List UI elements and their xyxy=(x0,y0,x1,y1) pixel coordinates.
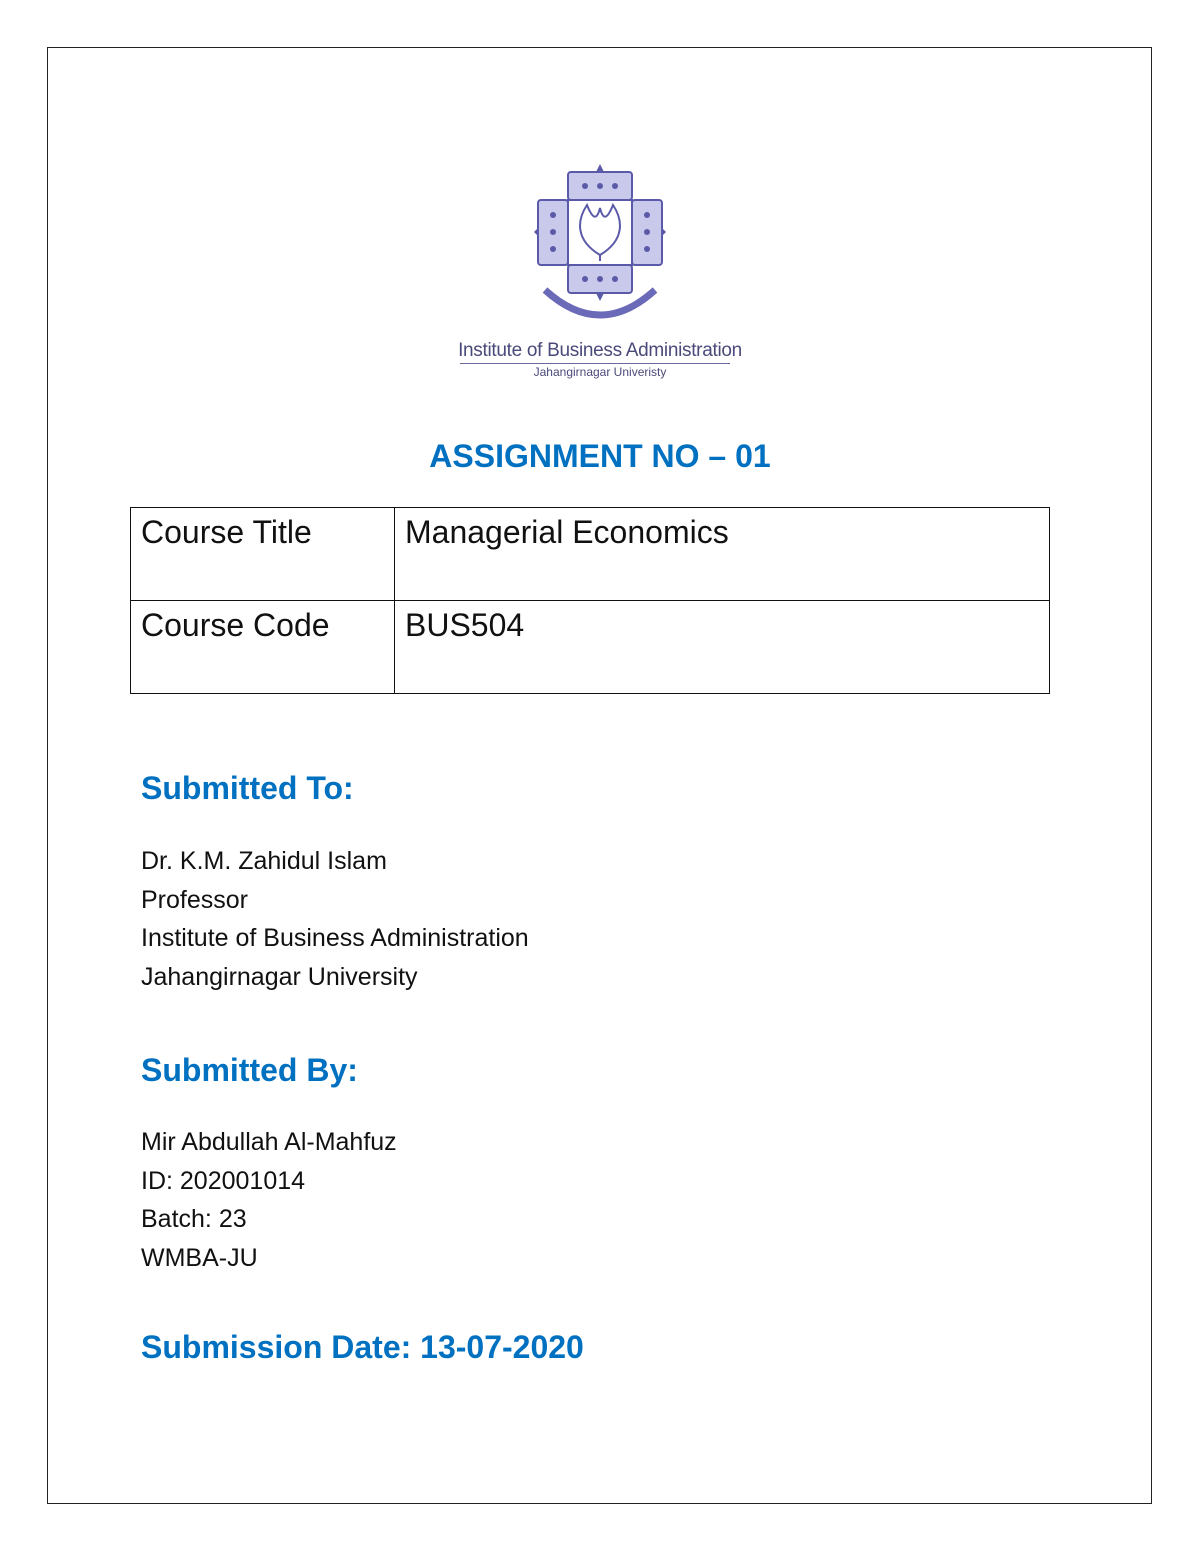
table-row xyxy=(131,508,1050,601)
university-logo xyxy=(435,160,765,390)
text-line: WMBA-JU xyxy=(141,1243,258,1272)
course-table xyxy=(130,507,1050,694)
text-line: Batch: 23 xyxy=(141,1205,247,1233)
submitted-to-heading: Submitted To: xyxy=(141,770,354,806)
course-title-value: Managerial Economics xyxy=(395,508,1050,601)
text-line: Jahangirnagar University xyxy=(141,962,418,991)
table-row xyxy=(131,601,1050,694)
course-code-value: BUS504 xyxy=(395,601,1050,694)
text-line: ID: 202001014 xyxy=(141,1166,306,1195)
submission-date: Submission Date: 13-07-2020 xyxy=(141,1329,584,1365)
course-title-label: Course Title xyxy=(131,508,395,601)
submitted-to-details xyxy=(141,842,529,996)
text-line: Dr. K.M. Zahidul Islam xyxy=(141,847,387,875)
text-line: Institute of Business Administration xyxy=(141,924,529,952)
logo-institute-text: Institute of Business Administration xyxy=(458,340,742,361)
assignment-title: ASSIGNMENT NO – 01 xyxy=(429,438,771,474)
course-code-label: Course Code xyxy=(131,601,395,694)
text-line: Mir Abdullah Al-Mahfuz xyxy=(141,1128,397,1156)
emblem-icon xyxy=(435,160,765,335)
text-line: Professor xyxy=(141,885,248,914)
logo-divider xyxy=(460,363,730,364)
submitted-by-details xyxy=(141,1123,397,1277)
submitted-by-heading: Submitted By: xyxy=(141,1052,358,1088)
logo-university-text: Jahangirnagar Univeristy xyxy=(533,365,667,379)
